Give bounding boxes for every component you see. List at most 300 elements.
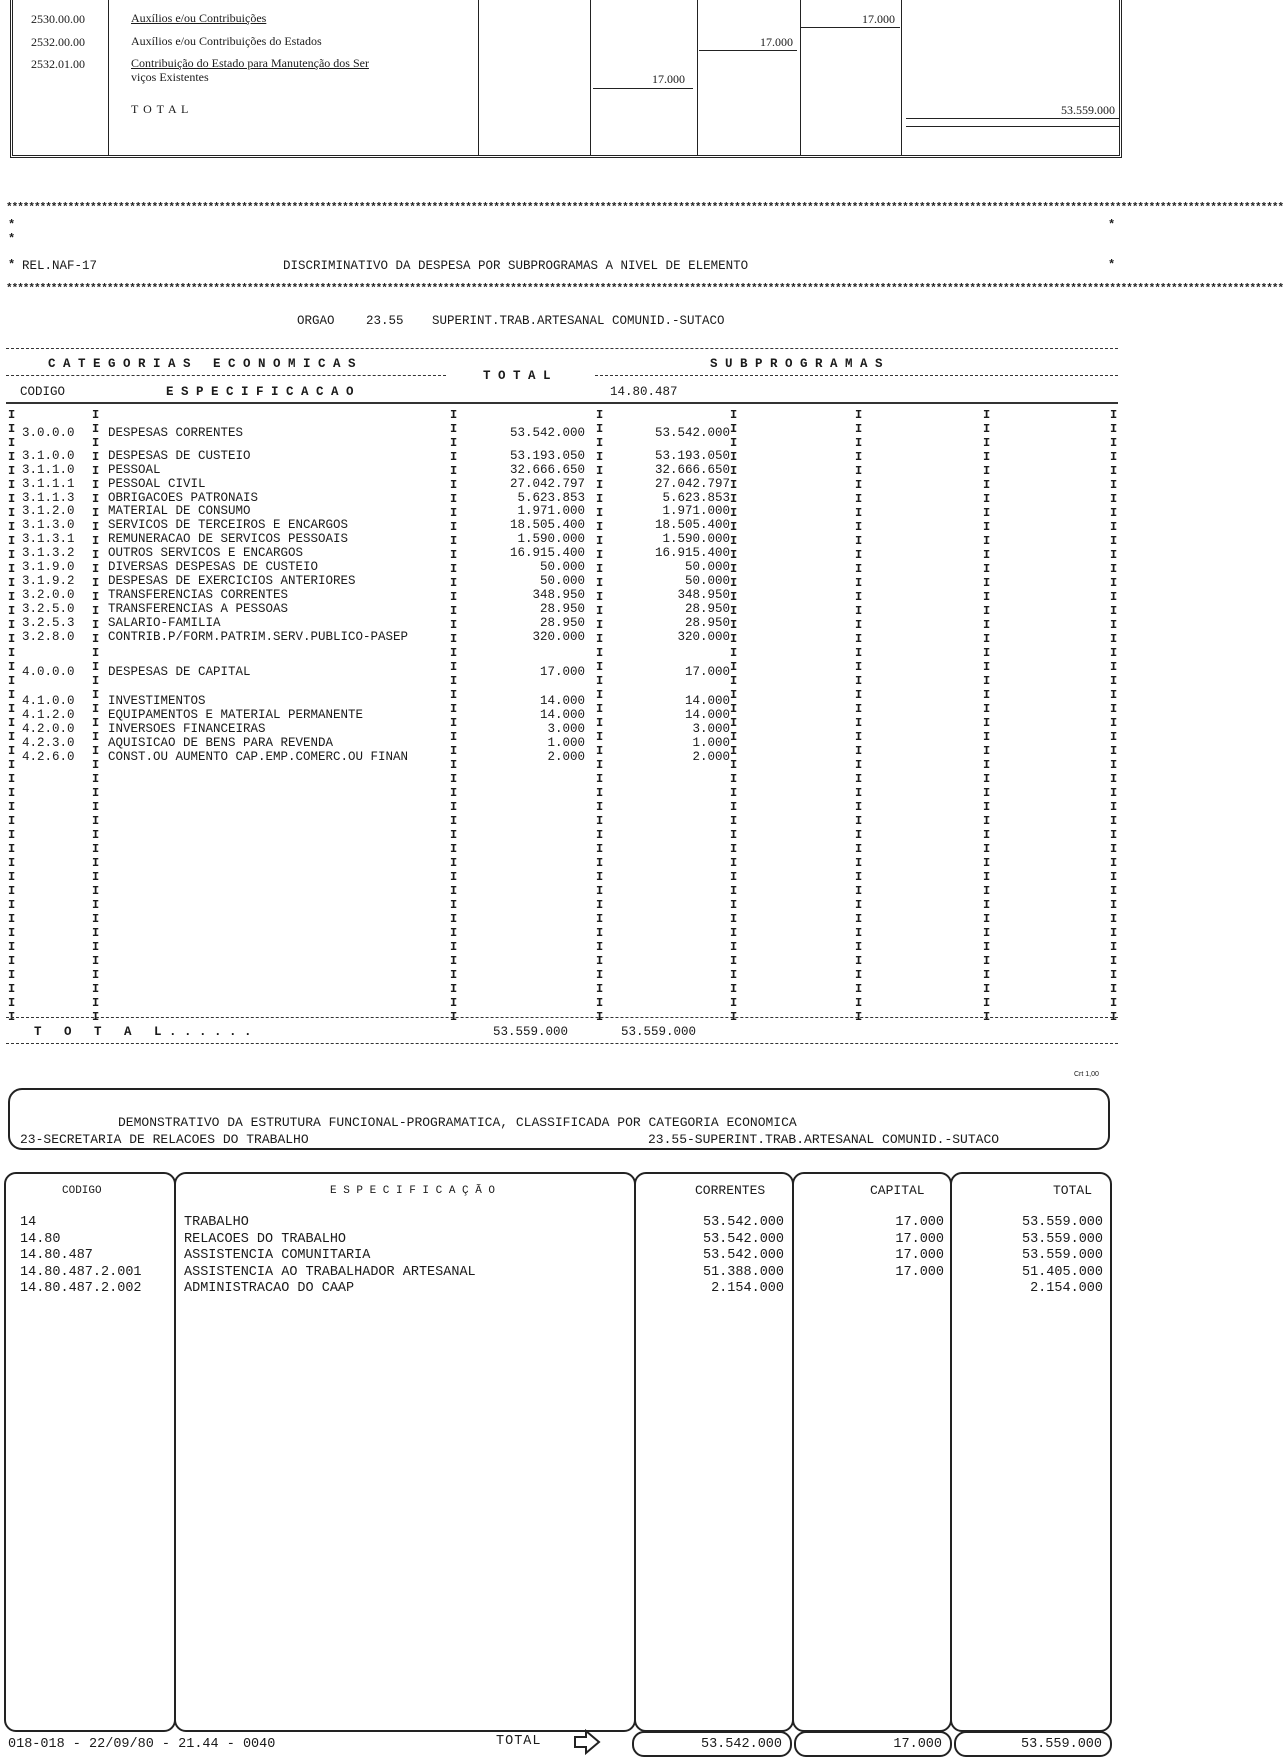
column-marker: I bbox=[730, 632, 738, 646]
column-marker: I bbox=[92, 478, 100, 492]
row-subprogram: 348.950 bbox=[677, 588, 730, 602]
column-marker: I bbox=[855, 954, 863, 968]
column-marker: I bbox=[596, 954, 604, 968]
column-marker: I bbox=[730, 800, 738, 814]
column-marker: I bbox=[450, 576, 458, 590]
demo-secretaria: 23-SECRETARIA DE RELACOES DO TRABALHO bbox=[20, 1132, 309, 1147]
column-marker: I bbox=[855, 772, 863, 786]
column-marker: I bbox=[730, 828, 738, 842]
row-desc: INVERSOES FINANCEIRAS bbox=[108, 722, 266, 736]
column-marker: I bbox=[983, 898, 991, 912]
column-marker: I bbox=[8, 912, 16, 926]
column-marker: I bbox=[92, 590, 100, 604]
asterisk-border: * bbox=[1108, 218, 1116, 232]
header-codigo: CODIGO bbox=[62, 1185, 102, 1197]
column-marker: I bbox=[8, 436, 16, 450]
column-marker: I bbox=[450, 702, 458, 716]
column-marker: I bbox=[730, 464, 738, 478]
header-total: TOTAL bbox=[1053, 1183, 1093, 1198]
row-total: 53.542.000 bbox=[509, 426, 585, 440]
row-desc: CONST.OU AUMENTO CAP.EMP.COMERC.OU FINAN bbox=[108, 750, 409, 764]
total-label: T O T A L . . . . . . bbox=[34, 1025, 252, 1039]
column-marker: I bbox=[1110, 520, 1118, 534]
asterisk-border: * bbox=[8, 232, 16, 246]
receita-code: 2532.00.00 bbox=[31, 35, 85, 49]
column-marker: I bbox=[855, 982, 863, 996]
row-code: 3.2.5.3 bbox=[22, 616, 75, 630]
column-marker: I bbox=[92, 898, 100, 912]
column-marker: I bbox=[8, 646, 16, 660]
column-marker: I bbox=[983, 688, 991, 702]
row-subprogram: 28.950 bbox=[684, 602, 730, 616]
column-marker: I bbox=[855, 870, 863, 884]
row-total: 28.950 bbox=[539, 616, 585, 630]
column-marker: I bbox=[855, 856, 863, 870]
column-marker: I bbox=[450, 716, 458, 730]
header-correntes: CORRENTES bbox=[695, 1183, 766, 1198]
column-marker: I bbox=[8, 464, 16, 478]
column-marker: I bbox=[596, 632, 604, 646]
column-marker: I bbox=[596, 408, 604, 422]
column-marker: I bbox=[596, 520, 604, 534]
column-marker: I bbox=[596, 842, 604, 856]
footer-id: 018-018 - 22/09/80 - 21.44 - 0040 bbox=[8, 1737, 276, 1752]
row-code: 3.1.2.0 bbox=[22, 504, 75, 518]
column-marker: I bbox=[596, 562, 604, 576]
receita-value: 17.000 bbox=[862, 12, 895, 26]
column-marker: I bbox=[855, 1010, 863, 1024]
column-marker: I bbox=[1110, 632, 1118, 646]
report-id: REL.NAF-17 bbox=[22, 259, 98, 273]
column-marker: I bbox=[596, 856, 604, 870]
column-marker: I bbox=[855, 912, 863, 926]
row-total: 1.971.000 bbox=[517, 504, 585, 518]
column-marker: I bbox=[855, 702, 863, 716]
column-marker: I bbox=[983, 576, 991, 590]
column-marker: I bbox=[730, 954, 738, 968]
column-marker: I bbox=[92, 716, 100, 730]
demo-row-desc: ASSISTENCIA AO TRABALHADOR ARTESANAL bbox=[184, 1264, 476, 1280]
table-rule bbox=[6, 348, 1118, 349]
column-marker: I bbox=[855, 548, 863, 562]
column-marker: I bbox=[92, 450, 100, 464]
column-marker: I bbox=[855, 632, 863, 646]
column-marker: I bbox=[92, 828, 100, 842]
column-marker: I bbox=[730, 968, 738, 982]
row-total: 17.000 bbox=[539, 665, 585, 679]
row-desc: PESSOAL bbox=[108, 463, 161, 477]
column-marker: I bbox=[450, 562, 458, 576]
column-marker: I bbox=[92, 618, 100, 632]
row-code: 3.2.8.0 bbox=[22, 630, 75, 644]
column-marker: I bbox=[730, 604, 738, 618]
column-marker: I bbox=[8, 940, 16, 954]
column-marker: I bbox=[855, 478, 863, 492]
column-marker: I bbox=[450, 492, 458, 506]
column-marker: I bbox=[92, 534, 100, 548]
row-subprogram: 53.542.000 bbox=[654, 426, 730, 440]
column-marker: I bbox=[8, 520, 16, 534]
column-marker: I bbox=[730, 744, 738, 758]
column-marker: I bbox=[1110, 856, 1118, 870]
corner-mark: Crt 1,00 bbox=[1074, 1071, 1099, 1078]
column-marker: I bbox=[1110, 954, 1118, 968]
column-marker: I bbox=[1110, 674, 1118, 688]
demo-row-code: 14.80.487.2.002 bbox=[20, 1281, 142, 1296]
column-marker: I bbox=[983, 954, 991, 968]
column-marker: I bbox=[983, 702, 991, 716]
column-marker: I bbox=[596, 996, 604, 1010]
column-marker: I bbox=[983, 464, 991, 478]
column-marker: I bbox=[450, 870, 458, 884]
receita-total-value: 53.559.000 bbox=[1061, 103, 1115, 117]
column-marker: I bbox=[92, 842, 100, 856]
column-marker: I bbox=[8, 730, 16, 744]
column-marker: I bbox=[450, 730, 458, 744]
row-total: 16.915.400 bbox=[509, 546, 585, 560]
column-marker: I bbox=[8, 548, 16, 562]
column-marker: I bbox=[855, 688, 863, 702]
column-marker: I bbox=[1110, 576, 1118, 590]
demo-row-total: 53.559.000 bbox=[1021, 1215, 1103, 1230]
column-marker: I bbox=[596, 422, 604, 436]
total-value: 53.559.000 bbox=[493, 1025, 569, 1039]
row-total: 50.000 bbox=[539, 560, 585, 574]
column-marker: I bbox=[855, 534, 863, 548]
column-marker: I bbox=[983, 800, 991, 814]
row-desc: TRANSFERENCIAS A PESSOAS bbox=[108, 602, 289, 616]
column-marker: I bbox=[450, 940, 458, 954]
orgao-name: SUPERINT.TRAB.ARTESANAL COMUNID.-SUTACO bbox=[432, 314, 725, 328]
column-marker: I bbox=[983, 422, 991, 436]
header-subprogramas: S U B P R O G R A M A S bbox=[710, 357, 883, 371]
row-total: 320.000 bbox=[532, 630, 585, 644]
column-marker: I bbox=[450, 436, 458, 450]
column-marker: I bbox=[730, 590, 738, 604]
column-marker: I bbox=[92, 506, 100, 520]
column-marker: I bbox=[983, 632, 991, 646]
column-marker: I bbox=[1110, 982, 1118, 996]
column-marker: I bbox=[8, 618, 16, 632]
column-marker: I bbox=[855, 828, 863, 842]
column-marker: I bbox=[1110, 534, 1118, 548]
row-total: 50.000 bbox=[539, 574, 585, 588]
column-marker: I bbox=[855, 800, 863, 814]
column-marker: I bbox=[92, 688, 100, 702]
column-marker: I bbox=[92, 884, 100, 898]
demo-row-code: 14.80.487 bbox=[20, 1248, 93, 1263]
demo-row-total: 53.559.000 bbox=[1021, 1248, 1103, 1263]
row-subprogram: 28.950 bbox=[684, 616, 730, 630]
column-marker: I bbox=[730, 408, 738, 422]
column-marker: I bbox=[8, 758, 16, 772]
column-marker: I bbox=[596, 968, 604, 982]
column-marker: I bbox=[855, 436, 863, 450]
column-marker: I bbox=[8, 590, 16, 604]
report-title: DISCRIMINATIVO DA DESPESA POR SUBPROGRAMAS A NIVEL DE ELEMENTO bbox=[283, 259, 749, 273]
column-marker: I bbox=[983, 856, 991, 870]
column-marker: I bbox=[730, 548, 738, 562]
column-marker: I bbox=[8, 660, 16, 674]
column-marker: I bbox=[1110, 800, 1118, 814]
column-marker: I bbox=[450, 464, 458, 478]
column-marker: I bbox=[983, 814, 991, 828]
column-marker: I bbox=[855, 408, 863, 422]
column-marker: I bbox=[855, 842, 863, 856]
column-marker: I bbox=[596, 534, 604, 548]
demo-title: DEMONSTRATIVO DA ESTRUTURA FUNCIONAL-PROGRAMATICA, CLASSIFICADA POR CATEGORIA ECONOMICA bbox=[118, 1115, 797, 1130]
table-rule bbox=[6, 1043, 1118, 1044]
column-marker: I bbox=[983, 912, 991, 926]
column-marker: I bbox=[8, 996, 16, 1010]
column-marker: I bbox=[450, 912, 458, 926]
column-marker: I bbox=[8, 786, 16, 800]
orgao-label: ORGAO bbox=[297, 314, 335, 328]
column-marker: I bbox=[450, 478, 458, 492]
column-marker: I bbox=[983, 450, 991, 464]
column-marker: I bbox=[1110, 870, 1118, 884]
column-marker: I bbox=[8, 856, 16, 870]
column-marker: I bbox=[855, 758, 863, 772]
receita-total-label: T O T A L bbox=[131, 102, 190, 116]
column-marker: I bbox=[8, 968, 16, 982]
column-marker: I bbox=[983, 772, 991, 786]
column-marker: I bbox=[92, 562, 100, 576]
column-marker: I bbox=[730, 996, 738, 1010]
header-categorias: C A T E G O R I A S E C O N O M I C A S bbox=[48, 357, 356, 371]
column-marker: I bbox=[596, 828, 604, 842]
column-marker: I bbox=[8, 814, 16, 828]
row-code: 3.1.9.0 bbox=[22, 560, 75, 574]
column-marker: I bbox=[855, 618, 863, 632]
column-marker: I bbox=[1110, 898, 1118, 912]
column-marker: I bbox=[450, 814, 458, 828]
column-marker: I bbox=[983, 660, 991, 674]
demo-row-desc: RELACOES DO TRABALHO bbox=[184, 1231, 347, 1247]
row-desc: DESPESAS DE CAPITAL bbox=[108, 665, 251, 679]
column-marker: I bbox=[450, 800, 458, 814]
column-marker: I bbox=[596, 590, 604, 604]
column-marker: I bbox=[855, 576, 863, 590]
column-marker: I bbox=[983, 548, 991, 562]
row-desc: DIVERSAS DESPESAS DE CUSTEIO bbox=[108, 560, 319, 574]
column-marker: I bbox=[92, 996, 100, 1010]
column-marker: I bbox=[983, 870, 991, 884]
row-code: 3.1.1.0 bbox=[22, 463, 75, 477]
column-marker: I bbox=[730, 702, 738, 716]
column-marker: I bbox=[1110, 562, 1118, 576]
column-marker: I bbox=[450, 646, 458, 660]
column-marker: I bbox=[450, 674, 458, 688]
column-marker: I bbox=[8, 870, 16, 884]
row-desc: TRANSFERENCIAS CORRENTES bbox=[108, 588, 289, 602]
row-code: 3.1.0.0 bbox=[22, 449, 75, 463]
column-marker: I bbox=[8, 800, 16, 814]
column-marker: I bbox=[855, 464, 863, 478]
column-marker: I bbox=[92, 464, 100, 478]
column-marker: I bbox=[450, 926, 458, 940]
column-marker: I bbox=[730, 982, 738, 996]
row-desc: INVESTIMENTOS bbox=[108, 694, 206, 708]
column-marker: I bbox=[1110, 926, 1118, 940]
column-marker: I bbox=[596, 702, 604, 716]
row-subprogram: 53.193.050 bbox=[654, 449, 730, 463]
column-marker: I bbox=[596, 450, 604, 464]
column-marker: I bbox=[450, 828, 458, 842]
column-marker: I bbox=[450, 548, 458, 562]
column-marker: I bbox=[596, 898, 604, 912]
row-subprogram: 16.915.400 bbox=[654, 546, 730, 560]
row-subprogram: 50.000 bbox=[684, 574, 730, 588]
demo-row-capital: 17.000 bbox=[895, 1231, 944, 1247]
receita-code: 2530.00.00 bbox=[31, 12, 85, 26]
asterisk-border: * bbox=[1108, 258, 1116, 272]
column-marker: I bbox=[1110, 436, 1118, 450]
column-marker: I bbox=[855, 996, 863, 1010]
column-marker: I bbox=[983, 478, 991, 492]
asterisk-border: * bbox=[8, 218, 16, 232]
column-marker: I bbox=[1110, 478, 1118, 492]
column-marker: I bbox=[8, 408, 16, 422]
row-total: 32.666.650 bbox=[509, 463, 585, 477]
column-marker: I bbox=[8, 562, 16, 576]
column-marker: I bbox=[596, 478, 604, 492]
column-marker: I bbox=[855, 926, 863, 940]
column-marker: I bbox=[596, 884, 604, 898]
receita-desc: Contribuição do Estado para Manutenção dos Ser bbox=[131, 56, 369, 70]
column-marker: I bbox=[1110, 1010, 1118, 1024]
column-marker: I bbox=[450, 604, 458, 618]
row-desc: CONTRIB.P/FORM.PATRIM.SERV.PUBLICO-PASEP bbox=[108, 630, 409, 644]
column-marker: I bbox=[1110, 884, 1118, 898]
footer-correntes: 53.542.000 bbox=[700, 1737, 782, 1752]
column-marker: I bbox=[92, 954, 100, 968]
row-desc: OBRIGACOES PATRONAIS bbox=[108, 491, 259, 505]
row-total: 348.950 bbox=[532, 588, 585, 602]
footer-total: 53.559.000 bbox=[1020, 1737, 1102, 1752]
column-marker: I bbox=[1110, 506, 1118, 520]
column-marker: I bbox=[596, 716, 604, 730]
column-marker: I bbox=[596, 464, 604, 478]
column-marker: I bbox=[855, 506, 863, 520]
row-total: 3.000 bbox=[547, 722, 585, 736]
column-marker: I bbox=[92, 870, 100, 884]
column-marker: I bbox=[983, 884, 991, 898]
row-code: 3.1.9.2 bbox=[22, 574, 75, 588]
row-subprogram: 3.000 bbox=[692, 722, 730, 736]
column-marker: I bbox=[450, 1010, 458, 1024]
row-subprogram: 5.623.853 bbox=[662, 491, 730, 505]
column-marker: I bbox=[730, 912, 738, 926]
receita-value: 17.000 bbox=[760, 35, 793, 49]
column-marker: I bbox=[983, 1010, 991, 1024]
row-desc: DESPESAS CORRENTES bbox=[108, 426, 244, 440]
column-marker: I bbox=[983, 618, 991, 632]
column-marker: I bbox=[983, 730, 991, 744]
row-subprogram: 50.000 bbox=[684, 560, 730, 574]
column-marker: I bbox=[730, 772, 738, 786]
header-total: T O T A L bbox=[483, 369, 551, 383]
column-marker: I bbox=[92, 800, 100, 814]
column-marker: I bbox=[1110, 828, 1118, 842]
column-marker: I bbox=[8, 478, 16, 492]
row-subprogram: 14.000 bbox=[684, 694, 730, 708]
column-marker: I bbox=[983, 968, 991, 982]
demo-row-capital: 17.000 bbox=[895, 1264, 944, 1280]
column-marker: I bbox=[730, 688, 738, 702]
column-marker: I bbox=[855, 590, 863, 604]
column-marker: I bbox=[983, 842, 991, 856]
column-marker: I bbox=[1110, 590, 1118, 604]
demo-row-desc: ADMINISTRACAO DO CAAP bbox=[184, 1281, 355, 1296]
column-marker: I bbox=[92, 436, 100, 450]
table-rule bbox=[6, 375, 446, 376]
row-desc: PESSOAL CIVIL bbox=[108, 477, 206, 491]
row-subprogram: 32.666.650 bbox=[654, 463, 730, 477]
column-marker: I bbox=[983, 828, 991, 842]
column-marker: I bbox=[983, 408, 991, 422]
column-marker: I bbox=[450, 618, 458, 632]
column-marker: I bbox=[855, 422, 863, 436]
column-marker: I bbox=[855, 660, 863, 674]
column-marker: I bbox=[92, 674, 100, 688]
column-marker: I bbox=[92, 548, 100, 562]
receita-desc-cont: viços Existentes bbox=[131, 70, 209, 84]
column-marker: I bbox=[596, 618, 604, 632]
row-code: 4.2.0.0 bbox=[22, 722, 75, 736]
row-desc: AQUISICAO DE BENS PARA REVENDA bbox=[108, 736, 334, 750]
column-marker: I bbox=[983, 996, 991, 1010]
column-marker: I bbox=[8, 702, 16, 716]
column-marker: I bbox=[92, 492, 100, 506]
column-marker: I bbox=[596, 1010, 604, 1024]
column-marker: I bbox=[596, 940, 604, 954]
column-marker: I bbox=[92, 856, 100, 870]
receita-desc: Auxílios e/ou Contribuições do Estados bbox=[131, 34, 322, 48]
demo-row-correntes: 51.388.000 bbox=[702, 1264, 784, 1280]
column-marker: I bbox=[1110, 688, 1118, 702]
column-marker: I bbox=[8, 674, 16, 688]
column-marker: I bbox=[450, 982, 458, 996]
column-marker: I bbox=[730, 520, 738, 534]
column-marker: I bbox=[8, 884, 16, 898]
column-marker: I bbox=[730, 562, 738, 576]
column-marker: I bbox=[92, 1010, 100, 1024]
column-marker: I bbox=[92, 632, 100, 646]
column-marker: I bbox=[855, 898, 863, 912]
column-marker: I bbox=[1110, 450, 1118, 464]
column-marker: I bbox=[855, 730, 863, 744]
column-marker: I bbox=[983, 674, 991, 688]
column-marker: I bbox=[855, 786, 863, 800]
column-marker: I bbox=[1110, 786, 1118, 800]
column-marker: I bbox=[730, 842, 738, 856]
column-marker: I bbox=[1110, 618, 1118, 632]
column-marker: I bbox=[983, 520, 991, 534]
column-marker: I bbox=[596, 926, 604, 940]
header-codigo: CODIGO bbox=[20, 385, 66, 399]
row-subprogram: 1.590.000 bbox=[662, 532, 730, 546]
column-marker: I bbox=[596, 982, 604, 996]
header-subprograma-code: 14.80.487 bbox=[610, 385, 678, 399]
column-marker: I bbox=[596, 688, 604, 702]
row-total: 14.000 bbox=[539, 694, 585, 708]
column-marker: I bbox=[450, 632, 458, 646]
demo-row-correntes: 53.542.000 bbox=[702, 1248, 784, 1263]
column-marker: I bbox=[450, 506, 458, 520]
table-rule bbox=[6, 1017, 1118, 1018]
column-marker: I bbox=[450, 688, 458, 702]
